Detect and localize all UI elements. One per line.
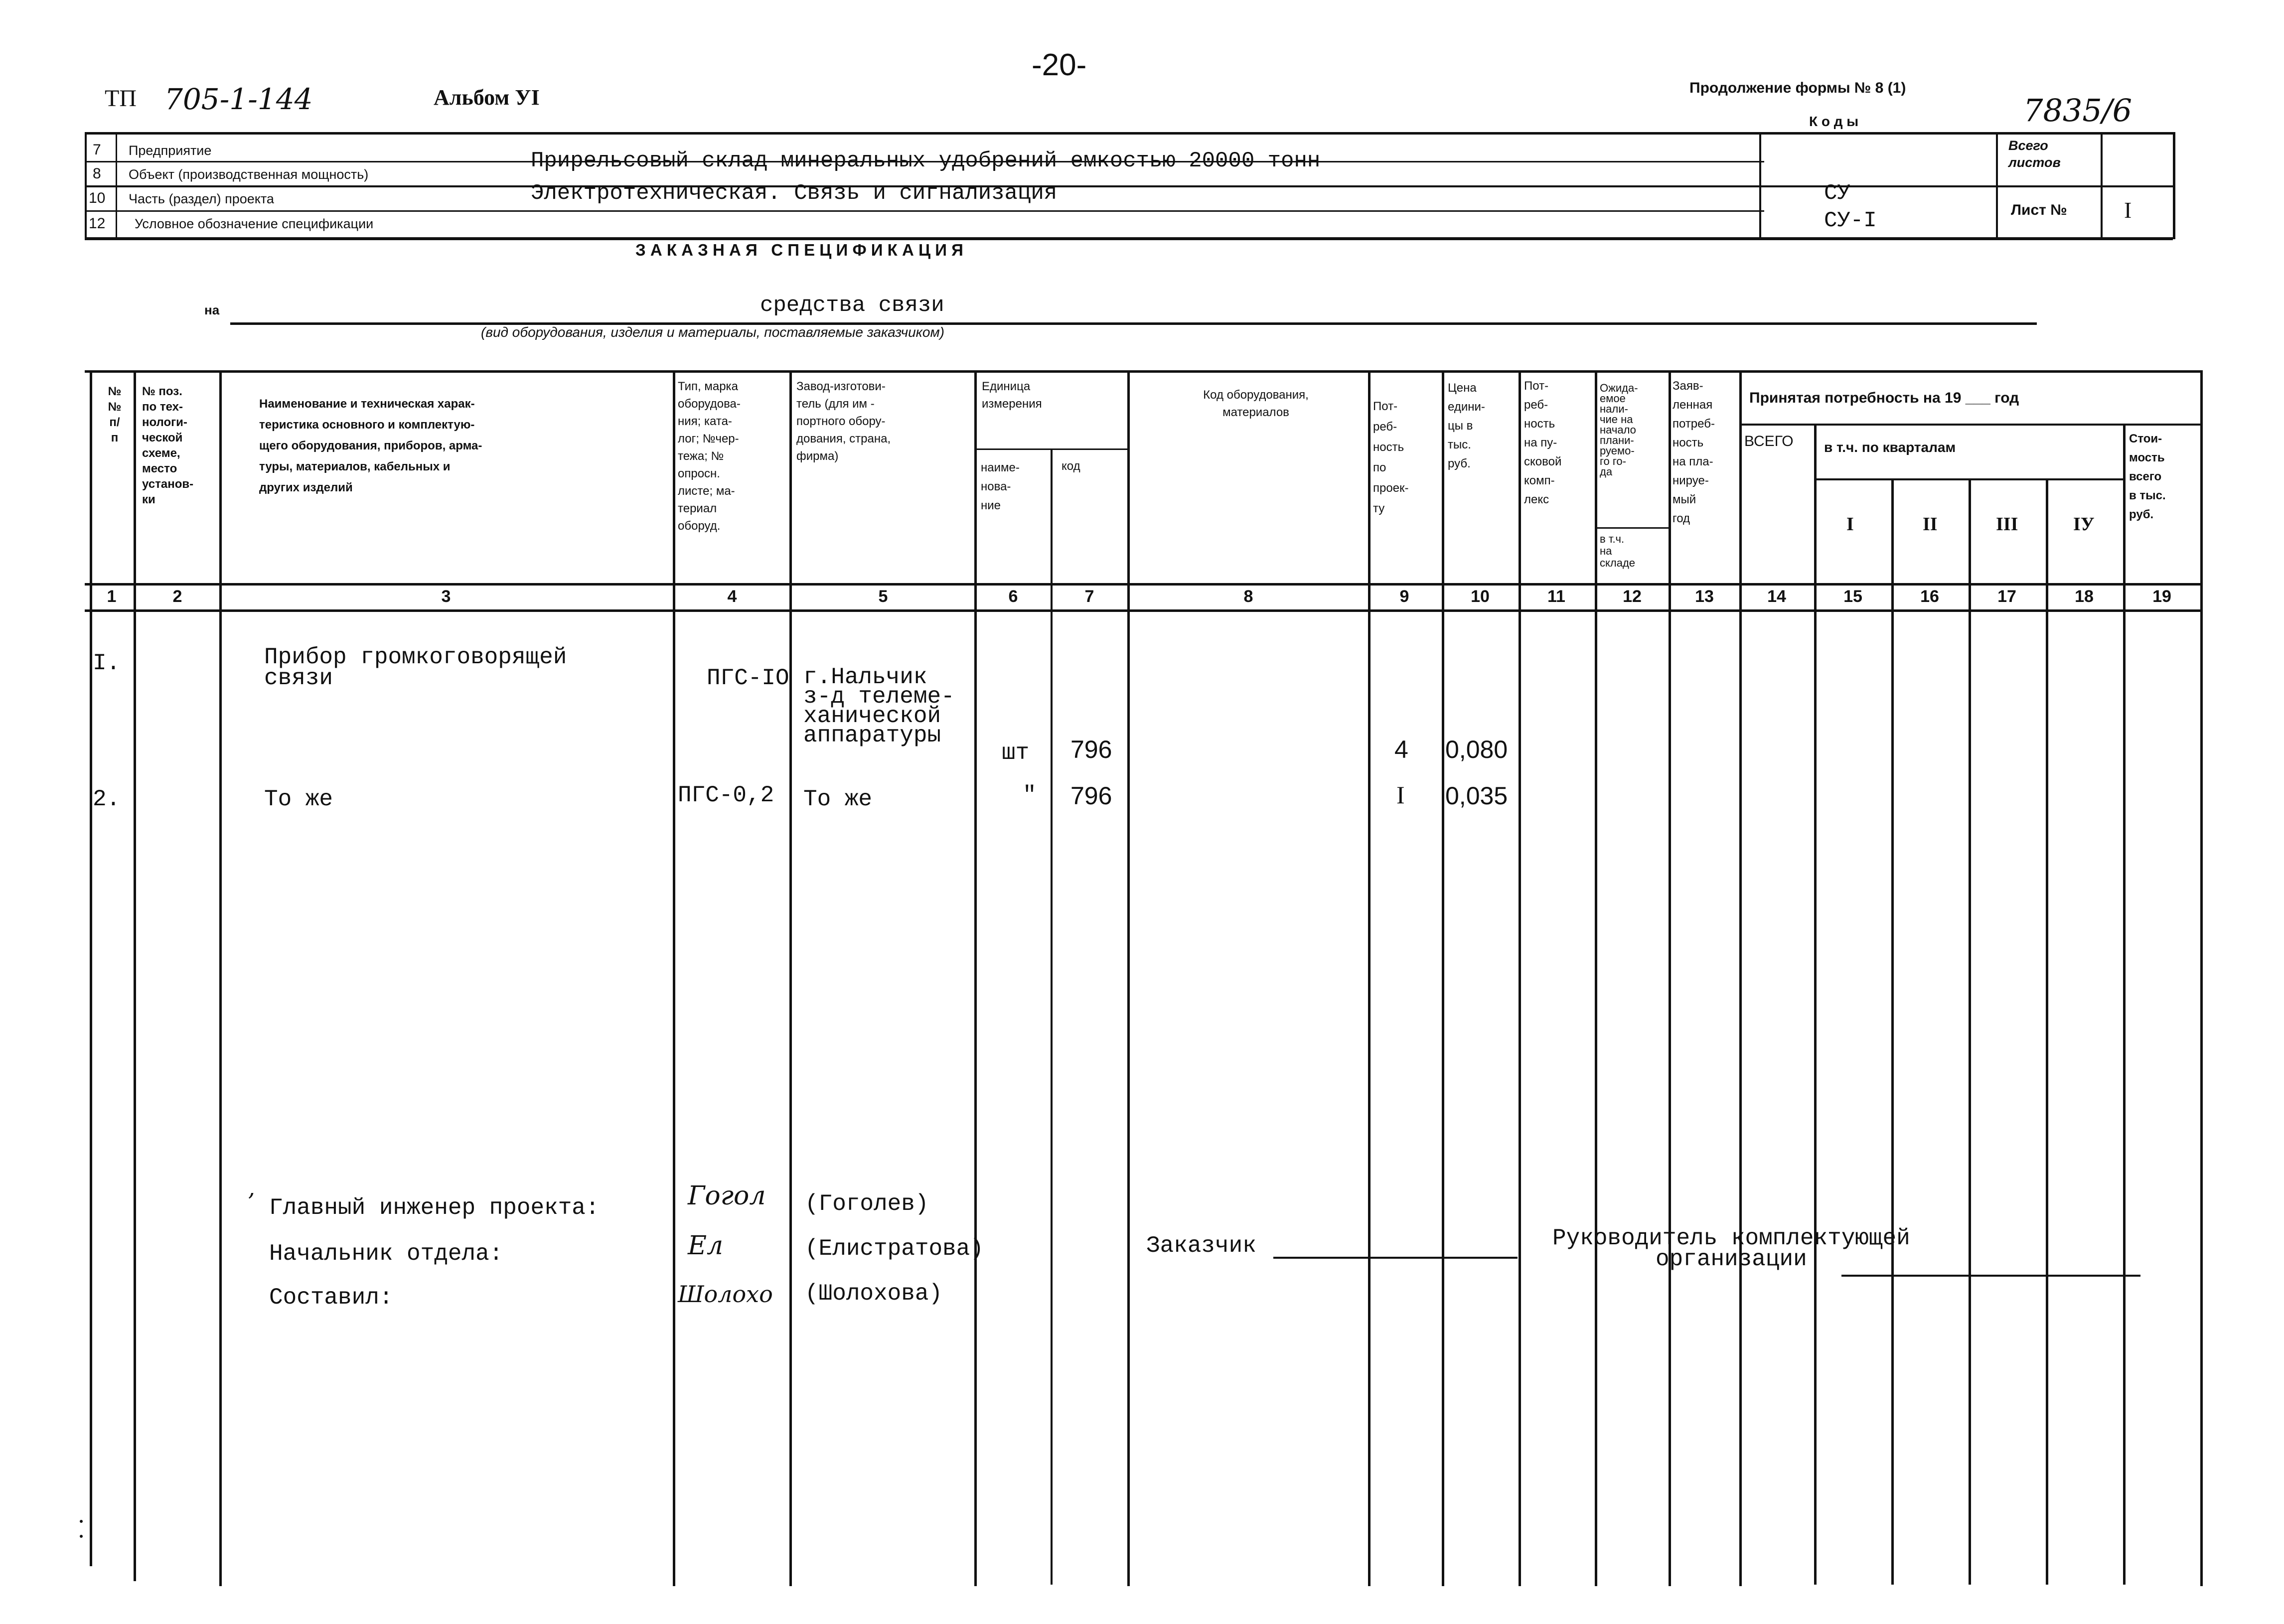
col-header-12: Ожида- емое нали- чие на начало плани- руемо- го го- да [1600,382,1638,478]
compiled-label: Составил: [269,1285,393,1311]
col-header-1: № № п/ п [108,385,122,444]
scan-mark [80,1520,83,1523]
col-header-7: код [1062,459,1080,473]
compiled-signature: Шолохо [678,1281,773,1308]
col-header-q2: II [1923,514,1938,535]
row-num-7: 7 [93,142,101,158]
object-value: Прирельсовый склад минеральных удобрений емкостью 20000 тонн [531,148,1321,173]
col-header-4: Тип, марка оборудова- ния; ката- лог; №чер- тежа; № опросн. листе; ма- териал оборуд. [678,380,741,533]
sheet-label: Лист № [2011,202,2067,218]
customer-signature-line [1273,1257,1518,1259]
col-header-14: ВСЕГО [1744,433,1794,449]
col-header-q3: III [1996,514,2018,535]
col-header-8: Код оборудования, материалов [1203,388,1309,419]
col-header-6: наиме- нова- ние [981,461,1020,512]
row-number: 2. [93,786,121,812]
chief-engineer-label: Главный инженер проекта: [269,1195,600,1221]
item-type: ПГС-IO [707,665,789,691]
item-qty: 4 [1394,736,1408,763]
col-number-4: 4 [727,587,737,606]
col-number-17: 17 [1997,587,2016,606]
page-number: -20- [1032,48,1087,82]
footnote-mark: ʼ [247,1188,254,1215]
col-header-accepted: Принятая потребность на 19 ___ год [1749,390,2019,406]
row-num-8: 8 [93,165,101,182]
col-number-2: 2 [172,587,182,606]
total-sheets-label: Всего листов [2008,138,2061,170]
item-manufacturer: г.Нальчик з-д телеме- ханической аппаратуры [803,664,955,748]
col-header-quarters: в т.ч. по кварталам [1824,440,1956,455]
row-num-10: 10 [89,190,106,206]
col-number-11: 11 [1547,587,1565,606]
org-head-signature-line [1841,1275,2140,1277]
item-unit-code: 796 [1070,736,1112,763]
col-number-3: 3 [441,587,451,606]
col-header-q1: I [1846,514,1854,535]
tp-label: ТП [105,85,137,112]
item-manufacturer: То же [803,786,873,812]
col-header-9: Пот- реб- ность по проек- ту [1373,400,1409,515]
row-label-enterprise: Предприятие [129,143,212,158]
col-header-2: № поз. по тех- нологи- ческой схеме, место установ- ки [142,385,194,506]
col-number-5: 5 [878,587,888,606]
col-number-12: 12 [1623,587,1642,606]
dept-head-label: Начальник отдела: [269,1241,503,1267]
spec-subject-caption: (вид оборудования, изделия и материалы, поставляемые заказчиком) [481,324,944,340]
codes-label: К о д ы [1809,114,1859,129]
designation-code: СУ-I [1824,208,1877,233]
item-type: ПГС-0,2 [678,782,774,808]
row-label-designation: Условное обозначение спецификации [135,216,374,231]
col-number-13: 13 [1695,587,1714,606]
org-head-label: Руководитель комплектующей организации [1552,1225,1910,1272]
col-number-10: 10 [1471,587,1490,606]
spec-subject: средства связи [760,293,944,318]
customer-label: Заказчик [1146,1233,1256,1259]
row-label-object: Объект (производственная мощность) [129,167,369,182]
col-number-6: 6 [1008,587,1018,606]
item-qty: I [1396,781,1405,809]
item-price: 0,080 [1445,736,1508,763]
part-code: СУ [1824,181,1850,206]
album-label: Альбом УI [434,85,540,110]
row-number: I. [93,650,121,676]
form-continuation: Продолжение формы № 8 (1) [1689,80,1906,96]
col-header-12b: в т.ч. на складе [1600,533,1636,569]
col-number-15: 15 [1843,587,1862,606]
col-header-19: Стои- мость всего в тыс. руб. [2129,432,2166,521]
spec-title: З А К А З Н А Я С П Е Ц И Ф И К А Ц И Я [635,241,963,259]
col-number-1: 1 [107,587,117,606]
item-price: 0,035 [1445,782,1508,810]
col-header-q4: IУ [2073,514,2095,535]
tp-number: 705-1-144 [164,82,313,116]
col-number-14: 14 [1767,587,1786,606]
col-number-18: 18 [2075,587,2094,606]
col-number-19: 19 [2152,587,2171,606]
sheet-value: I [2124,197,2132,223]
item-unit-code: 796 [1070,782,1112,810]
col-header-unit: Единица измерения [982,380,1042,411]
dept-head-signature: Ел [688,1231,724,1261]
chief-engineer-signature: Гогол [688,1181,766,1211]
col-number-8: 8 [1243,587,1253,606]
spec-prefix: на [204,302,220,317]
scan-mark [80,1535,83,1538]
col-header-11: Пот- реб- ность на пу- сковой комп- лекс [1524,379,1562,506]
stamp-code: 7835/6 [2023,92,2132,129]
col-header-3: Наименование и техническая харак- теристика основного и комплектую- щего оборудования, приборов, арма- туры, материалов, кабельных и других изделий [259,397,482,494]
row-label-part: Часть (раздел) проекта [129,191,274,206]
compiled-name: (Шолохова) [805,1281,943,1307]
dept-head-name: (Елистратова) [805,1236,984,1262]
item-unit: шт [1002,740,1030,766]
item-name: То же [264,786,333,812]
part-value: Электротехническая. Связь и сигнализация [531,181,1058,206]
col-number-9: 9 [1399,587,1409,606]
row-num-12: 12 [89,215,106,232]
col-number-16: 16 [1920,587,1939,606]
item-unit: " [1023,782,1037,808]
col-number-7: 7 [1084,587,1094,606]
item-name: Прибор громкоговорящей связи [264,644,567,691]
chief-engineer-name: (Гоголев) [805,1191,929,1217]
col-header-5: Завод-изготови- тель (для им - портного обору- дования, страна, фирма) [796,380,891,463]
col-header-10: Цена едини- цы в тыс. руб. [1448,381,1485,470]
col-header-13: Заяв- ленная потреб- ность на пла- нируе- мый год [1673,379,1715,525]
